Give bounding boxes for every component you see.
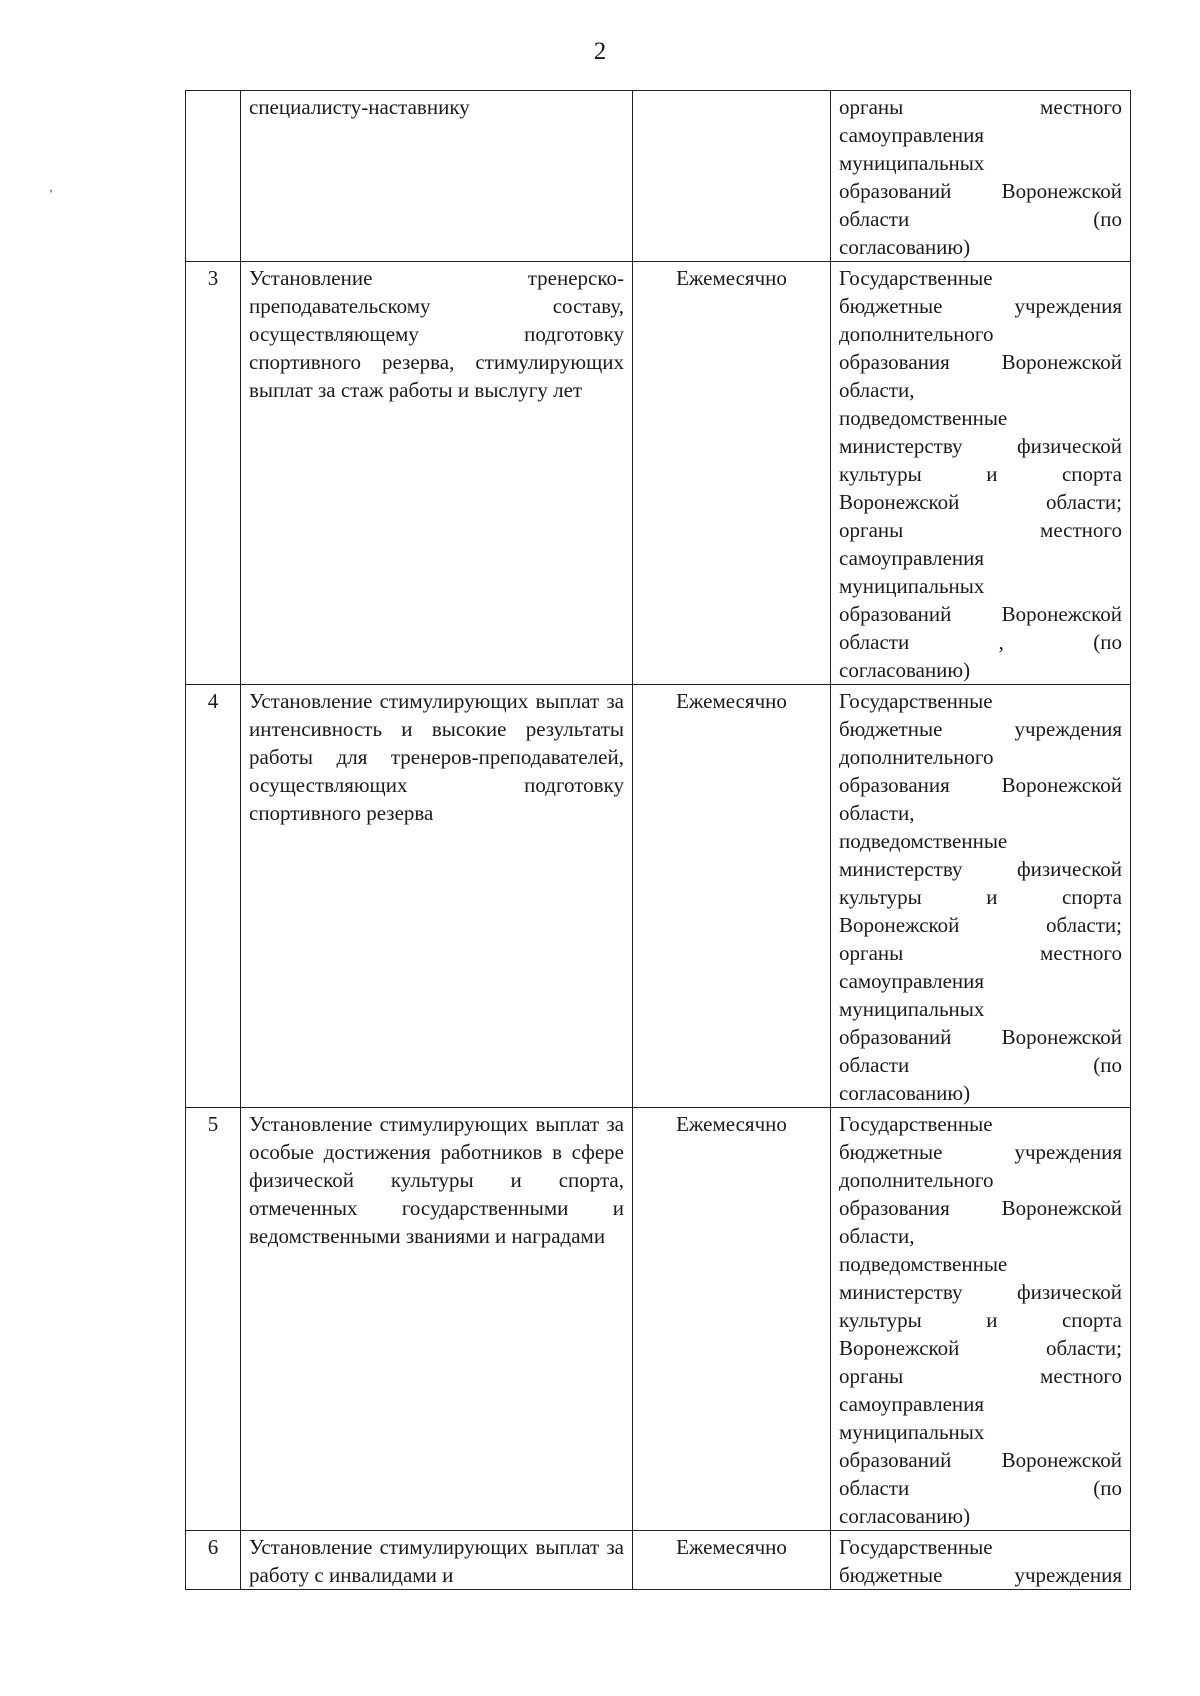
responsible-line: министерству физической: [839, 857, 1122, 881]
period-cell: Ежемесячно: [633, 1531, 831, 1590]
row-number: 3: [186, 262, 241, 685]
responsible-line: образования Воронежской: [839, 350, 1122, 374]
row-number: 4: [186, 685, 241, 1108]
responsible-line: дополнительного: [839, 1168, 994, 1192]
responsible-line: области , (по: [839, 630, 1122, 654]
page-number: 2: [593, 38, 607, 65]
responsible-cell: [831, 685, 1131, 1108]
responsible-line: Воронежской области;: [839, 913, 1122, 937]
responsible-line: Государственные: [839, 1535, 993, 1559]
responsible-line: министерству физической: [839, 1280, 1122, 1304]
responsible-line: Воронежской области;: [839, 1336, 1122, 1360]
responsible-line: согласованию): [839, 658, 971, 682]
responsible-line: области (по: [839, 207, 1122, 231]
responsible-line: муниципальных: [839, 1420, 985, 1444]
responsible-line: Государственные: [839, 689, 993, 713]
responsible-line: подведомственные: [839, 1252, 1008, 1276]
responsible-line: органы местного: [839, 518, 1122, 542]
responsible-line: дополнительного: [839, 745, 994, 769]
responsible-line: области,: [839, 378, 915, 402]
responsible-cell: [831, 1531, 1131, 1590]
table-row: [186, 685, 1131, 1108]
responsible-line: самоуправления: [839, 1392, 985, 1416]
measures-table: [185, 90, 1131, 1590]
responsible-line: Государственные: [839, 1112, 993, 1136]
responsible-line: образований Воронежской: [839, 179, 1122, 203]
row-number: 6: [186, 1531, 241, 1590]
responsible-line: образований Воронежской: [839, 602, 1122, 626]
responsible-line: Государственные: [839, 266, 993, 290]
responsible-line: Воронежской области;: [839, 490, 1122, 514]
table-row: [186, 1531, 1131, 1590]
table-row: [186, 91, 1131, 262]
responsible-line: подведомственные: [839, 406, 1008, 430]
responsible-line: муниципальных: [839, 574, 985, 598]
responsible-line: согласованию): [839, 235, 971, 259]
responsible-line: самоуправления: [839, 969, 985, 993]
measure-description: Установление стимулирующих выплат за интенсивность и высокие результаты работы для тренеров-преподавателей, осуществляющих подготовку спортивного резерва: [241, 685, 633, 1108]
responsible-line: культуры и спорта: [839, 462, 1122, 486]
measure-description: Установление стимулирующих выплат за особые достижения работников в сфере физической культуры и спорта, отмеченных государственными и ведомственными званиями и наградами: [241, 1108, 633, 1531]
responsible-line: муниципальных: [839, 997, 985, 1021]
responsible-line: органы местного: [839, 941, 1122, 965]
responsible-line: органы местного: [839, 95, 1122, 119]
measure-description: Установление тренерско-преподавательскому составу, осуществляющему подготовку спортивного резерва, стимулирующих выплат за стаж работы и выслугу лет: [241, 262, 633, 685]
responsible-line: дополнительного: [839, 322, 994, 346]
row-number: 5: [186, 1108, 241, 1531]
responsible-line: образований Воронежской: [839, 1025, 1122, 1049]
table-row: [186, 262, 1131, 685]
responsible-line: согласованию): [839, 1081, 971, 1105]
responsible-line: области (по: [839, 1053, 1122, 1077]
responsible-line: бюджетные учреждения: [839, 1563, 1122, 1587]
measure-description: Установление стимулирующих выплат за работу с инвалидами и: [241, 1531, 633, 1590]
scan-mark: ˈ: [48, 186, 54, 206]
responsible-line: самоуправления: [839, 546, 985, 570]
row-number: [186, 91, 241, 262]
responsible-line: образования Воронежской: [839, 1196, 1122, 1220]
responsible-line: образования Воронежской: [839, 773, 1122, 797]
responsible-line: образований Воронежской: [839, 1448, 1122, 1472]
responsible-line: области,: [839, 1224, 915, 1248]
measure-description: специалисту-наставнику: [241, 91, 633, 262]
responsible-cell: [831, 91, 1131, 262]
period-cell: Ежемесячно: [633, 1108, 831, 1531]
responsible-cell: [831, 1108, 1131, 1531]
responsible-line: муниципальных: [839, 151, 985, 175]
responsible-line: бюджетные учреждения: [839, 294, 1122, 318]
responsible-line: культуры и спорта: [839, 885, 1122, 909]
responsible-line: подведомственные: [839, 829, 1008, 853]
responsible-line: органы местного: [839, 1364, 1122, 1388]
responsible-cell: [831, 262, 1131, 685]
period-cell: Ежемесячно: [633, 262, 831, 685]
responsible-line: бюджетные учреждения: [839, 1140, 1122, 1164]
period-cell: Ежемесячно: [633, 685, 831, 1108]
responsible-line: самоуправления: [839, 123, 985, 147]
responsible-line: согласованию): [839, 1504, 971, 1528]
period-cell: [633, 91, 831, 262]
responsible-line: области,: [839, 801, 915, 825]
responsible-line: области (по: [839, 1476, 1122, 1500]
responsible-line: министерству физической: [839, 434, 1122, 458]
table-row: [186, 1108, 1131, 1531]
responsible-line: бюджетные учреждения: [839, 717, 1122, 741]
responsible-line: культуры и спорта: [839, 1308, 1122, 1332]
